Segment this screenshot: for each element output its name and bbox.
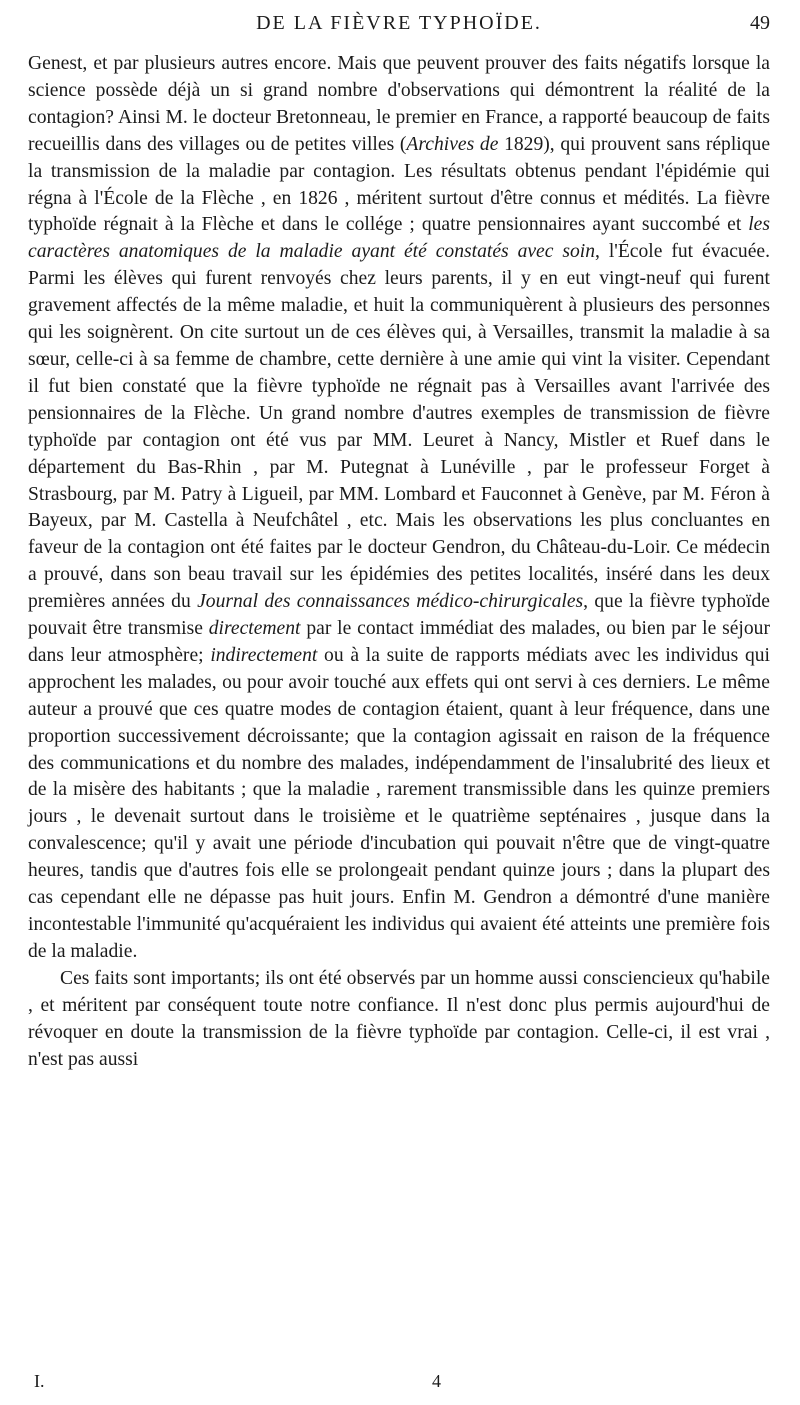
paragraph-1 (28, 51, 770, 966)
running-head (28, 8, 770, 38)
text-run: , que la fièvre typhoïde pouvait être transmise (28, 591, 770, 640)
italic-run: les caractères anatomiques de la maladie ayant été constatés avec soin (28, 214, 770, 263)
signature-mark-right: 4 (432, 1371, 441, 1391)
italic-run: Archives de (406, 133, 499, 155)
page-footer (28, 1371, 770, 1397)
text-run: Ces faits sont importants; ils ont été observés par un homme aussi consciencieux qu'habile , et méritent par conséquent toute notre confiance. Il n'est donc plus permis aujourd'hui de révoquer en doute la transmission de la fièvre typhoïde par contagion. Celle-ci, il est vrai , n'est pas aussi (28, 967, 770, 1070)
italic-run: directement (208, 618, 301, 640)
signature-mark-left: I. (34, 1371, 45, 1391)
text-run: par le contact immédiat des malades, ou bien par le séjour dans leur atmosphère; (28, 618, 770, 666)
italic-run: indirectement (210, 644, 318, 666)
text-run: ou à la suite de rapports médiats avec les individus qui approchent les malades, ou pour avoir touché aux effets qui ont servi à ces derniers. Le même auteur a prouvé que ces quatre modes de contagion étaient, quant à leur fréquence, dans une proportion successivement décroissante; que la contagion agissait en raison de la fréquence des communications et du nombre des malades, indépendamment de l'insalubrité des lieux et de la misère des habitants ; que la maladie , rarement transmissible dans les quinze premiers jours , le devenait surtout dans le troisième et le quatrième septénaires , jusque dans la convalescence; qu'il y avait une période d'incubation qui pouvait n'être que de vingt-quatre heures, tandis que d'autres fois elle se prolongeait pendant quinze jours ; dans la plupart des cas cependant elle ne dépasse pas huit jours. Enfin M. Gendron a démontré d'une manière incontestable l'immunité qu'acquéraient les individus qui avaient été atteints une première fois de la maladie. (28, 644, 770, 962)
running-title: DE LA FIÈVRE TYPHOÏDE. (256, 12, 542, 34)
text-run: , l'École fut évacuée. Parmi les élèves qui furent renvoyés chez leurs parents, il y en eut vingt-neuf qui furent gravement affectés de la même maladie, et huit la communiquèrent à plusieurs des personnes qui les soignèrent. On cite surtout un de ces élèves qui, à Versailles, transmit la maladie à sa sœur, celle-ci à sa femme de chambre, cette dernière à une amie qui vint la visiter. Cependant il fut bien constaté que la fièvre typhoïde ne régnait pas à Versailles avant l'arrivée des pensionnaires de la Flèche. Un grand nombre d'autres exemples de transmission de fièvre typhoïde par contagion ont été vus par MM. Leuret à Nancy, Mistler et Ruef dans le département du Bas-Rhin , par M. Putegnat à Lunéville , par le professeur Forget à Strasbourg, par M. Patry à Ligueil, par MM. Lombard et Fauconnet à Genève, par M. Féron à Bayeux, par M. Castella à Neufchâtel , etc. Mais les observations les plus concluantes en faveur de la contagion ont été faites par le docteur Gendron, du Château-du-Loir. Ce médecin a prouvé, dans son beau travail sur les épidémies des petites localités, inséré dans les deux premières années du (28, 241, 770, 613)
body-text (28, 51, 770, 1073)
page-number: 49 (750, 12, 770, 34)
text-run: Genest, et par plusieurs autres encore. Mais que peuvent prouver des faits négatifs lorsque la science possède déjà un si grand nombre d'observations qui démontrent la réalité de la contagion? Ainsi M. le docteur Bretonneau, le premier en France, a rapporté beaucoup de faits recueillis dans des villages ou de petites villes ( (28, 53, 770, 155)
book-page (28, 0, 770, 1405)
text-run: 1829), qui prouvent sans réplique la transmission de la maladie par contagion. Les résultats obtenus pendant l'épidémie qui régna à l'École de la Flèche , en 1826 , méritent surtout d'être connus et médités. La fièvre typhoïde régnait à la Flèche et dans le collége ; quatre pensionnaires ayant succombé et (28, 133, 771, 236)
paragraph-2 (28, 966, 770, 1074)
italic-run: Journal des connaissances médico-chirurgicales (197, 591, 584, 613)
